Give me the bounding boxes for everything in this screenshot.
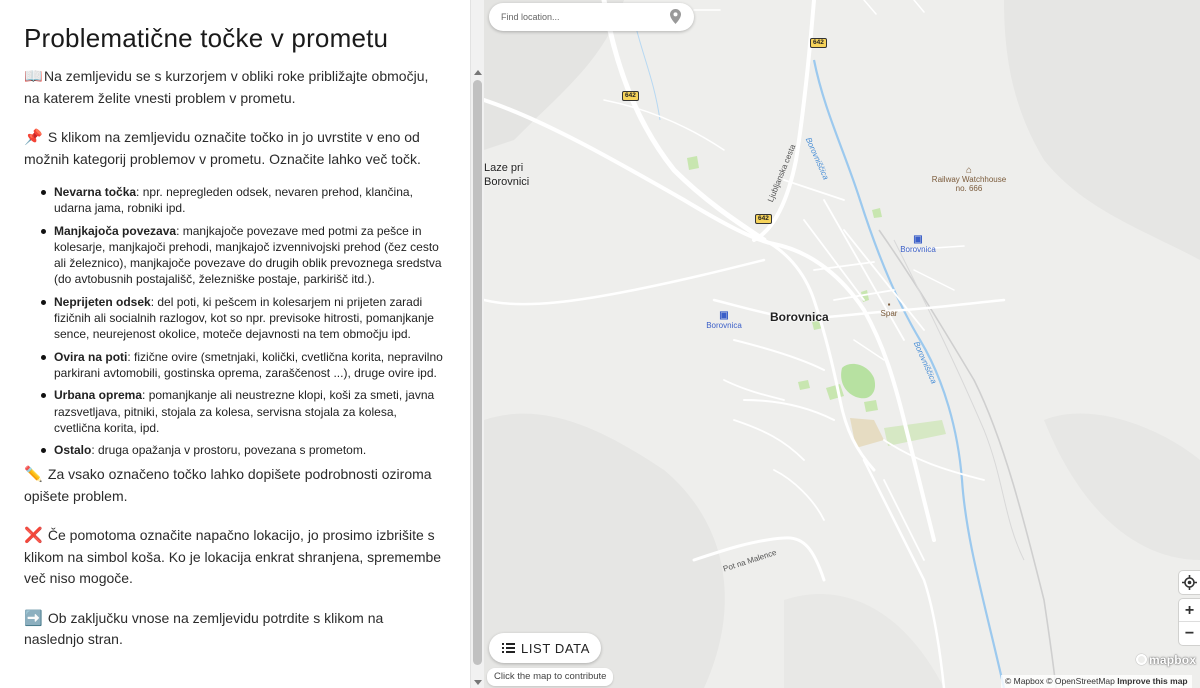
zoom-in-button[interactable]: + <box>1179 599 1200 622</box>
scroll-up-arrow-icon[interactable] <box>474 70 482 75</box>
intro-paragraph: 📖Na zemljevidu se s kurzorjem v obliki roke približajte območju, na katerem želite vnesti problem v prometu. <box>24 68 429 106</box>
list-item: Urbana oprema: pomanjkanje ali neustrezne klopi, koši za smeti, javna razsvetljava, pitniki, stojala za kolesa, servisna stojala za kolesa, cvetlična korita, ipd. <box>54 387 446 436</box>
search-input[interactable] <box>501 9 661 25</box>
house-icon: ⌂ <box>965 165 973 176</box>
map-poi-spar: ▪ Spar <box>874 300 904 318</box>
route-shield: 642 <box>622 91 639 101</box>
zoom-out-button[interactable]: − <box>1184 625 1195 642</box>
map-attribution[interactable] <box>1001 675 1192 688</box>
map-station-right: ▣ Borovnica <box>896 234 940 254</box>
list-item: Ovira na poti: fizične ovire (smetnjaki, količki, cvetlična korita, nepravilno parkirani avtomobili, gostinska oprema, zaraščenost ...), druge ovire ipd. <box>54 349 446 382</box>
geolocate-button[interactable] <box>1179 571 1200 594</box>
location-pin-icon[interactable] <box>670 9 681 24</box>
zoom-control <box>1179 599 1200 645</box>
pencil-paragraph: ✏️ Za vsako označeno točko lahko dopišete podrobnosti oziroma opišete problem. <box>24 466 432 504</box>
list-data-label: LIST DATA <box>521 641 590 656</box>
map-label-town: Borovnica <box>770 310 829 324</box>
map-label-laze-line2: Borovnici <box>484 176 530 188</box>
page-title: Problematične točke v prometu <box>24 23 389 53</box>
list-item: Neprijeten odsek: del poti, ki pešcem in kolesarjem ni prijeten zaradi fizičnih ali socialnih razlogov, kot so npr. previsoke hitrosti, pomanjkanje sence, neurejenost okolice, moteče dejavnosti na tem območju ipd. <box>54 294 446 343</box>
list-item: Ostalo: druga opažanja v prostoru, povezana s prometom. <box>54 442 446 458</box>
map-canvas[interactable] <box>484 0 1200 688</box>
location-search[interactable] <box>489 3 694 31</box>
map-label-laze-line1: Laze pri <box>484 162 524 174</box>
route-shield: 642 <box>810 38 827 48</box>
map-label-river-a: Borovniščica <box>803 136 831 182</box>
list-item: Nevarna točka: npr. nepregleden odsek, nevaren prehod, klančina, udarna jama, robniki ipd. <box>54 184 446 217</box>
map-label-street-ljubljanska: Ljubljanska cesta <box>766 143 798 204</box>
scroll-down-arrow-icon[interactable] <box>474 680 482 685</box>
map-label-river-b: Borovniščica <box>911 340 939 386</box>
list-icon <box>502 643 515 653</box>
list-data-button[interactable] <box>489 633 601 663</box>
attribution-text[interactable]: © Mapbox © OpenStreetMap <box>1005 676 1115 686</box>
map-tiles[interactable] <box>484 0 1200 688</box>
panel-scrollbar[interactable] <box>470 0 484 688</box>
category-list <box>54 184 446 458</box>
route-shield: 642 <box>755 214 772 224</box>
pencil-icon: ✏️ <box>24 466 43 484</box>
train-station-icon: ▣ <box>719 310 729 321</box>
contribute-hint: Click the map to contribute <box>487 668 613 686</box>
map-poi-watchhouse: ⌂ Railway Watchhouse no. 666 <box>924 166 1014 193</box>
map-station-left: ▣ Borovnica <box>702 310 746 330</box>
list-item: Manjkajoča povezava: manjkajoče povezave med potmi za pešce in kolesarje, manjkajoči prehodi, manjkajoč izvennivojski prehod (čez cesto ali železnico), manjkajoče povezave do drugih oblik prevoznega sredstva (do avtobusnih postajališč, železniške postaje, parkirišč itd.). <box>54 223 446 288</box>
train-station-icon: ▣ <box>913 234 923 245</box>
crosshair-icon[interactable] <box>1182 575 1197 590</box>
right-arrow-icon: ➡️ <box>24 609 43 627</box>
improve-map-link[interactable]: Improve this map <box>1117 676 1188 686</box>
mapbox-logo[interactable]: mapbox <box>1136 653 1196 667</box>
instructions-panel <box>0 0 470 688</box>
book-icon: 📖 <box>24 68 43 85</box>
mapbox-logo-icon <box>1136 654 1147 665</box>
pushpin-icon: 📌 <box>24 129 43 146</box>
cross-icon: ❌ <box>24 527 43 545</box>
delete-paragraph: ❌ Če pomotoma označite napačno lokacijo, jo prosimo izbrišite s klikom na simbol koša. Ko je lokacija enkrat shranjena, spremembe več niso mogoče. <box>24 527 442 587</box>
click-paragraph: 📌 S klikom na zemljevidu označite točko in jo uvrstite v eno od možnih kategorij problemov v prometu. Označite lahko več točk. <box>24 129 421 167</box>
scrollbar-thumb[interactable] <box>473 80 482 665</box>
map-label-street-pot-na-malence: Pot na Malence <box>722 547 778 574</box>
shop-icon: ▪ <box>887 300 891 309</box>
confirm-paragraph: ➡️ Ob zaključku vnose na zemljevidu potrdite s klikom na naslednjo stran. <box>24 609 384 648</box>
